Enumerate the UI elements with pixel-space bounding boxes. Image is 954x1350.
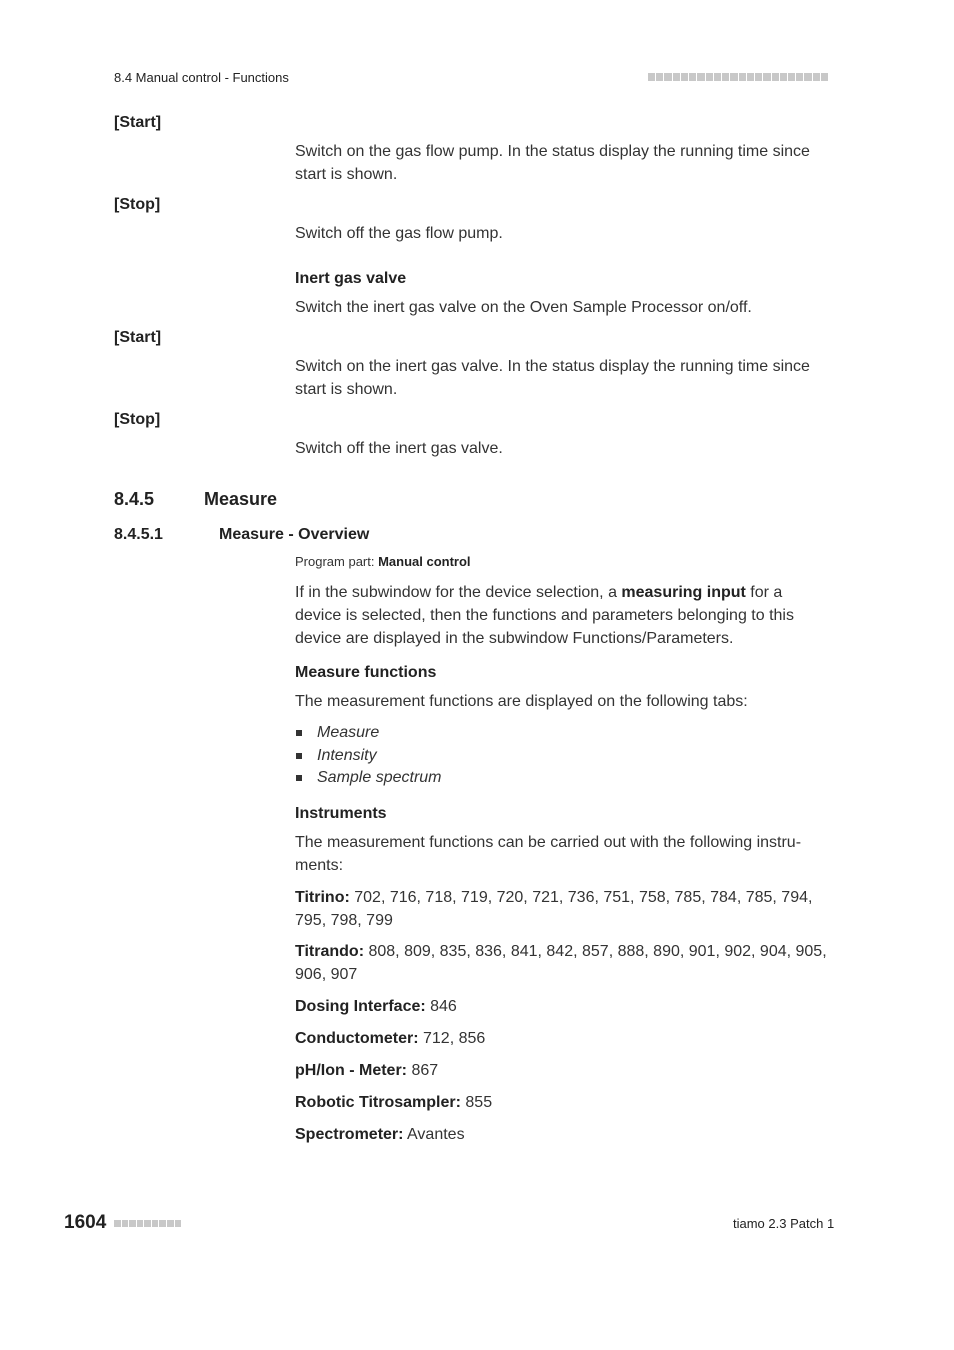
instrument-entry: [295, 995, 830, 1018]
instrument-name: Dosing Interface:: [295, 998, 426, 1015]
instrument-entry: [295, 886, 830, 932]
instrument-models: 702, 716, 718, 719, 720, 721, 736, 751, 758, 785, 784, 785, 794, 795, 798, 799: [295, 889, 813, 929]
instrument-name: pH/Ion - Meter:: [295, 1062, 407, 1079]
instrument-name: Conductometer:: [295, 1030, 419, 1047]
running-header: 8.4 Manual control - Functions: [114, 70, 289, 85]
section-heading: [114, 489, 277, 510]
valve-start-term: [Start]: [114, 329, 162, 346]
gas-pump-stop-desc: Switch off the gas flow pump.: [295, 225, 503, 242]
valve-stop-desc: Switch off the inert gas valve.: [295, 440, 503, 457]
subsection-heading: [114, 526, 369, 544]
valve-start-desc: Switch on the inert gas valve. In the status display the running time since start is shown.: [295, 358, 810, 398]
bullet-icon: [296, 775, 302, 781]
program-part-value: Manual control: [378, 554, 471, 569]
tabs-list: [295, 722, 442, 790]
instrument-name: Robotic Titrosampler:: [295, 1094, 461, 1111]
footer-decoration: [114, 1220, 181, 1227]
instrument-models: 846: [425, 998, 457, 1015]
header-decoration: [648, 73, 828, 81]
gas-pump-stop-term: [Stop]: [114, 196, 161, 213]
program-part-label: Program part:: [295, 554, 379, 569]
gas-pump-start-term: [Start]: [114, 114, 162, 131]
list-item: Intensity: [295, 745, 442, 768]
instrument-entry: [295, 1091, 830, 1114]
intro-post: for a device is selected, then the functions and parameters belonging to this device are displayed in the subwindow Functions/Parameters.: [295, 584, 794, 647]
instruments-title: Instruments: [295, 805, 387, 822]
intro-paragraph: [295, 581, 830, 650]
list-item: Sample spectrum: [295, 767, 442, 790]
instrument-name: Spectrometer:: [295, 1126, 404, 1143]
instrument-name: Titrando:: [295, 943, 365, 960]
instrument-name: Titrino:: [295, 889, 350, 906]
subsection-title: Measure - Overview: [219, 526, 370, 543]
inert-gas-valve-desc: Switch the inert gas valve on the Oven Sample Processor on/off.: [295, 299, 752, 316]
section-number: 8.4.5: [114, 489, 155, 509]
program-part: [295, 554, 471, 569]
instrument-models: 808, 809, 835, 836, 841, 842, 857, 888, 890, 901, 902, 904, 905, 906, 907: [295, 943, 827, 983]
instrument-entry: [295, 1123, 830, 1146]
bullet-icon: [296, 753, 302, 759]
inert-gas-valve-title: Inert gas valve: [295, 270, 407, 287]
page-number: 1604: [64, 1212, 107, 1233]
instruments-desc: The measurement functions can be carried out with the following instru- ments:: [295, 834, 802, 874]
product-name: tiamo 2.3 Patch 1: [733, 1216, 835, 1231]
valve-stop-term: [Stop]: [114, 411, 161, 428]
subsection-number: 8.4.5.1: [114, 526, 163, 543]
intro-pre: If in the subwindow for the device selection, a: [295, 584, 622, 601]
instrument-entry: [295, 1059, 830, 1082]
instrument-models: 867: [407, 1062, 439, 1079]
instrument-models: 855: [460, 1094, 493, 1111]
gas-pump-start-desc: Switch on the gas flow pump. In the status display the running time since start is shown.: [295, 143, 810, 183]
measure-functions-title: Measure functions: [295, 664, 437, 681]
instrument-entry: [295, 1027, 830, 1050]
intro-bold: measuring input: [621, 584, 746, 601]
instrument-models: Avantes: [403, 1126, 465, 1143]
instrument-entry: [295, 940, 830, 986]
measure-functions-desc: The measurement functions are displayed on the following tabs:: [295, 693, 748, 710]
instrument-models: 712, 856: [418, 1030, 486, 1047]
list-item: Measure: [295, 722, 442, 745]
section-title: Measure: [204, 489, 278, 509]
bullet-icon: [296, 730, 302, 736]
